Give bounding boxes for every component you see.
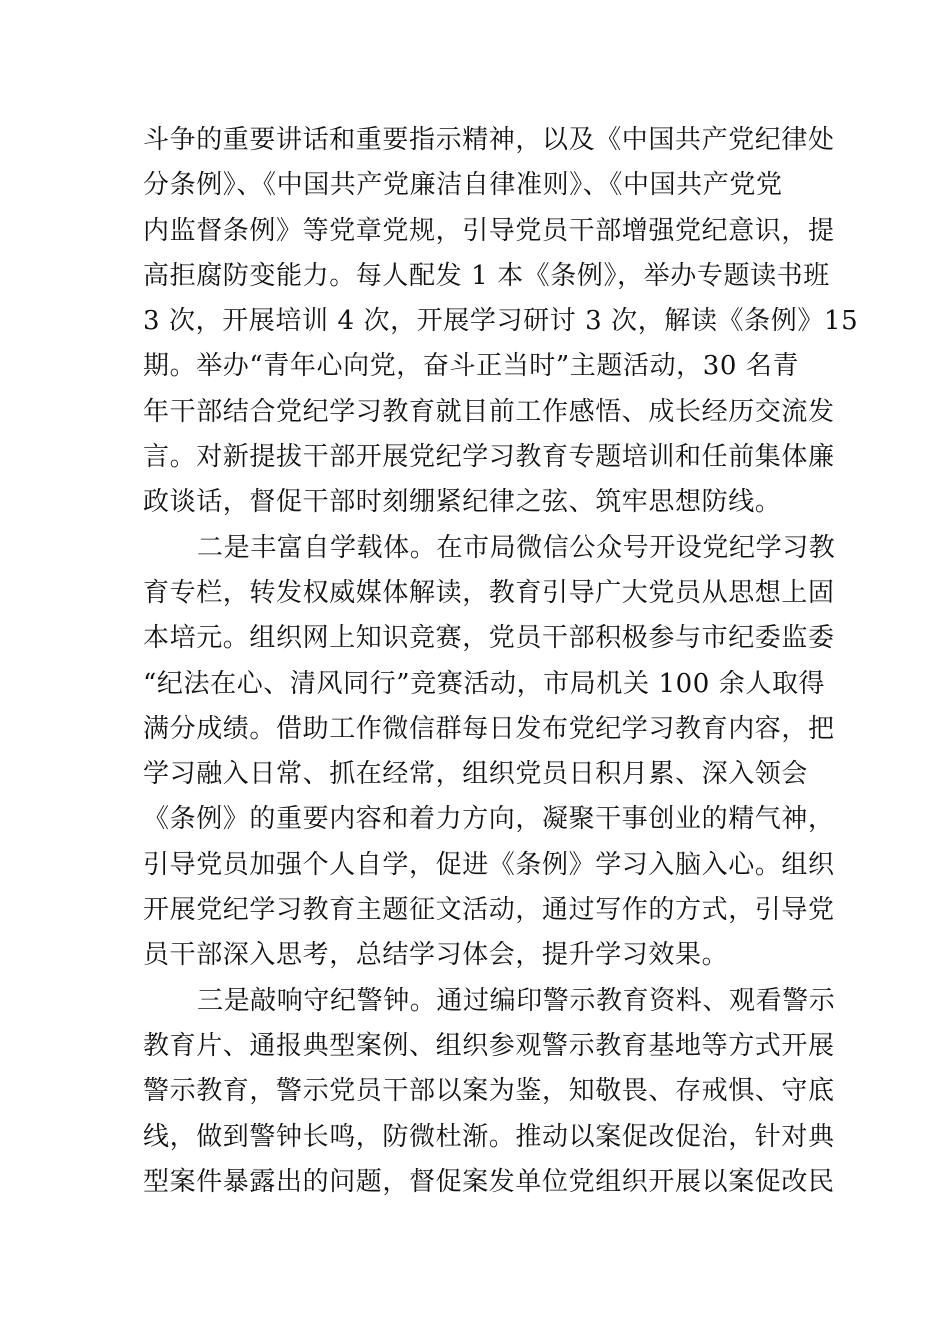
- text-line: 育专栏，转发权威媒体解读，教育引导广大党员从思想上固: [143, 577, 835, 608]
- text-line: “纪法在心、清风同行”竞赛活动，市局机关 100 余人取得: [143, 668, 826, 699]
- text-line: 高拒腐防变能力。每人配发 1 本《条例》，举办专题读书班: [143, 260, 830, 291]
- body-text: [143, 118, 859, 1205]
- text-line: 学习融入日常、抓在经常，组织党员日积月累、深入领会: [143, 759, 809, 790]
- paragraph-3: [143, 979, 836, 1205]
- text-line: 员干部深入思考，总结学习体会，提升学习效果。: [143, 940, 729, 971]
- text-line-first: 三是敲响守纪警钟。通过编印警示教育资料、观看警示: [197, 985, 836, 1016]
- text-line-first: 二是丰富自学载体。在市局微信公众号开设党纪学习教: [197, 532, 836, 563]
- text-line: 满分成绩。借助工作微信群每日发布党纪学习教育内容，把: [143, 713, 835, 744]
- text-line: 本培元。组织网上知识竞赛，党员干部积极参与市纪委监委: [143, 623, 835, 654]
- text-line: 期。举办“青年心向党，奋斗正当时”主题活动，30 名青: [143, 351, 800, 382]
- text-line: 引导党员加强个人自学，促进《条例》学习入脑入心。组织: [143, 849, 835, 880]
- paragraph-1: [143, 118, 859, 526]
- text-line: 警示教育，警示党员干部以案为鉴，知敬畏、存戒惧、守底: [143, 1076, 835, 1107]
- text-line: 分条例》、《中国共产党廉洁自律准则》、《中国共产党党: [143, 170, 783, 201]
- text-line: 政谈话，督促干部时刻绷紧纪律之弦、筑牢思想防线。: [143, 487, 782, 518]
- text-line: 型案件暴露出的问题，督促案发单位党组织开展以案促改民: [143, 1166, 835, 1197]
- text-line: 线，做到警钟长鸣，防微杜渐。推动以案促改促治，针对典: [143, 1121, 835, 1152]
- text-line: 内监督条例》等党章党规，引导党员干部增强党纪意识，提: [143, 215, 835, 246]
- text-line: 斗争的重要讲话和重要指示精神，以及《中国共产党纪律处: [143, 125, 835, 155]
- paragraph-2: [143, 526, 836, 979]
- text-line: 开展党纪学习教育主题征文活动，通过写作的方式，引导党: [143, 895, 835, 926]
- text-line: 言。对新提拔干部开展党纪学习教育专题培训和任前集体廉: [143, 442, 835, 473]
- text-line: 3 次，开展培训 4 次，开展学习研讨 3 次，解读《条例》15: [143, 306, 859, 337]
- text-line: 年干部结合党纪学习教育就目前工作感悟、成长经历交流发: [143, 396, 835, 427]
- text-line: 《条例》的重要内容和着力方向，凝聚干事创业的精气神，: [143, 804, 835, 835]
- text-line: 教育片、通报典型案例、组织参观警示教育基地等方式开展: [143, 1030, 835, 1061]
